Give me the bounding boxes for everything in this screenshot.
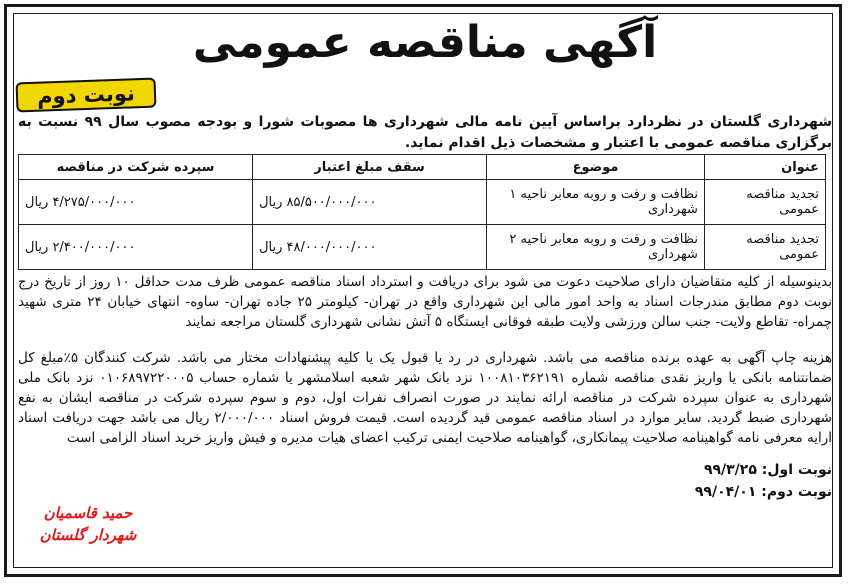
- cell-title: تجدید مناقصه عمومی: [704, 225, 825, 270]
- cell-subject: نظافت و رفت و روبه معابر ناحیه ۱ شهرداری: [487, 180, 705, 225]
- cell-subject: نظافت و رفت و روبه معابر ناحیه ۲ شهرداری: [487, 225, 705, 270]
- cell-credit: ۸۵/۵۰۰/۰۰۰/۰۰۰ ریال: [253, 180, 487, 225]
- cell-deposit: ۲/۴۰۰/۰۰۰/۰۰۰ ریال: [19, 225, 253, 270]
- cell-title: تجدید مناقصه عمومی: [704, 180, 825, 225]
- tender-table: [18, 154, 826, 270]
- second-notice-date: نوبت دوم: ۹۹/۰۴/۰۱: [694, 484, 832, 500]
- invitation-paragraph: بدینوسیله از کلیه متقاضیان دارای صلاحیت دعوت می شود برای دریافت و استرداد اسناد مناقصه عمومی ظرف مدت حداقل ۱۰ روز از تاریخ درج نوبت دوم مطابق مندرجات اسناد به واحد امور مالی این شهرداری واقع در تهران- کیلومتر ۲۵ جاده تهران- ساوه- انتهای خیابان ۲۴ متری شهید چمراه- تقاطع ولایت- جنب سالن ورزشی ولایت طبقه فوقانی ایستگاه ۵ آتش نشانی شهرداری گلستان مراجعه نمایند: [18, 274, 832, 330]
- cell-credit: ۴۸/۰۰۰/۰۰۰/۰۰۰ ریال: [253, 225, 487, 270]
- header-deposit: سپرده شرکت در مناقصه: [19, 155, 253, 180]
- table-row: [19, 225, 826, 270]
- table-row: [19, 180, 826, 225]
- ad-title: آگهی مناقصه عمومی: [192, 17, 658, 68]
- signature-stamp: [18, 502, 158, 546]
- signature-name: حمید قاسمیان: [43, 504, 133, 522]
- cell-deposit: ۴/۲۷۵/۰۰۰/۰۰۰ ریال: [19, 180, 253, 225]
- signature-role: شهردار گلستان: [39, 526, 137, 544]
- conditions-paragraph: هزینه چاپ آگهی به عهده برنده مناقصه می باشد. شهرداری در رد یا قبول یک یا کلیه پیشنهادات مختار می باشد. شرکت کنندگان ۵٪مبلغ کل ضمانتنامه بانکی یا واریز نقدی مناقصه شماره ۱۰۰۸۱۰۳۶۲۱۹۱ نزد بانک شهر شعبه اسلامشهر یا شماره حساب ۰۱۰۶۸۹۷۲۲۰۰۰۵ نزد بانک ملی شهرداری به عنوان سپرده شرکت در مناقصه ارائه نمایند در صورت انصراف نفرات اول، دوم و سوم سپرده شرکت در مناقصه ایشان به نفع شهرداری ضبط گردید. سایر موارد در اسناد مناقصه عمومی قید گردیده است. قیمت فروش اسناد ۲/۰۰۰/۰۰۰ ریال می باشد جهت دریافت اسناد ارایه معرفی نامه گواهینامه صلاحیت پیمانکاری، گواهینامه صلاحیت ایمنی ترکیب اعضای هیات مدیره و فیش واریز خرید اسناد الزامی است: [18, 350, 833, 446]
- header-title: عنوان: [704, 155, 825, 180]
- header-subject: موضوع: [487, 155, 705, 180]
- table-header-row: [19, 155, 826, 180]
- round-badge: نوبت دوم: [16, 78, 157, 113]
- header-credit: سقف مبلغ اعتبار: [253, 155, 487, 180]
- first-notice-date: نوبت اول: ۹۹/۳/۲۵: [703, 462, 832, 478]
- intro-paragraph: شهرداری گلستان در نظردارد براساس آیین نامه مالی شهرداری ها مصوبات شورا و بودجه مصوب سال ۹۹ نسبت به برگزاری مناقصه عمومی با اعتبار و مشخصات ذیل اقدام نماید.: [18, 114, 832, 151]
